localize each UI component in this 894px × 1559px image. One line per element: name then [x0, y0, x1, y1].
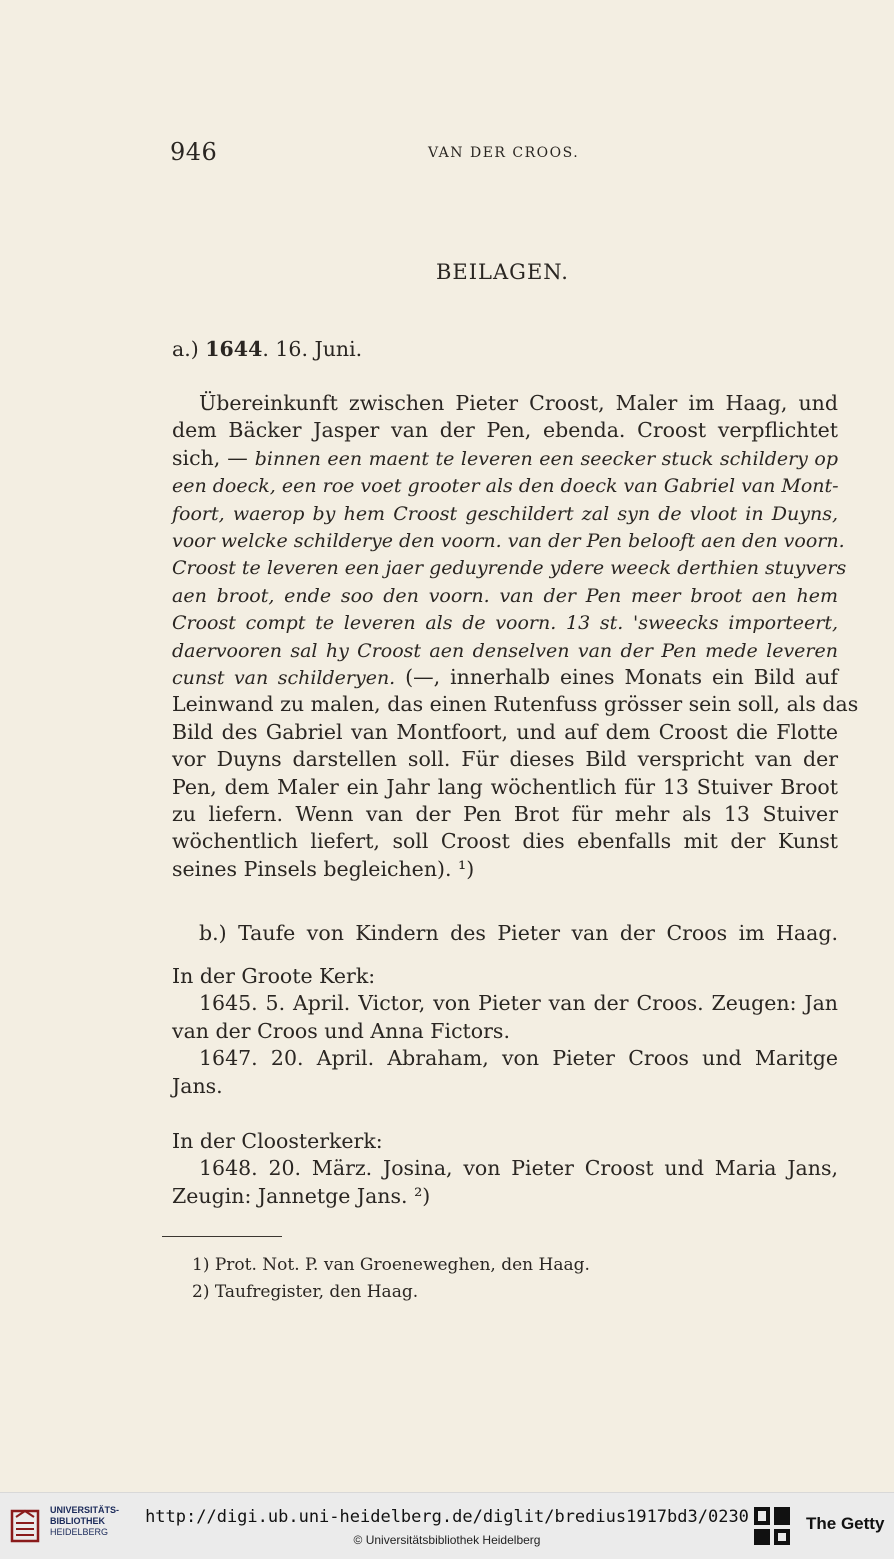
baptism-entry-1-line1: 1645. 5. April. Victor, von Pieter van der Croos. Zeugen: Jan	[199, 991, 838, 1015]
italic-quote-segment: Croost te leveren een jaer geduyrende ydere weeck derthien stuyvers	[172, 557, 847, 580]
paragraph-line	[172, 470, 838, 501]
text-segment: Pen, dem Maler ein Jahr lang wöchentlich für 13 Stuiver Broot	[172, 774, 838, 799]
paragraph-line	[172, 580, 838, 611]
text-segment: Bild des Gabriel van Montfoort, und auf dem Croost die Flotte	[172, 719, 838, 744]
text-segment: dem Bäcker Jasper van der Pen, ebenda. Croost verpflichtet	[172, 418, 838, 443]
entry-a-year: 1644	[205, 337, 263, 361]
paragraph-line	[172, 607, 838, 638]
entry-a-heading	[172, 337, 362, 361]
italic-quote-segment: binnen een maent te leveren een seecker stuck schildery op	[254, 447, 838, 470]
text-segment: Übereinkunft zwischen Pieter Croost, Maler im Haag, und	[199, 391, 838, 415]
paragraph-line	[172, 443, 838, 474]
section-b-title: b.) Taufe von Kindern des Pieter van der Croos im Haag.	[199, 921, 838, 945]
section-heading: BEILAGEN.	[436, 260, 569, 284]
paragraph-line	[172, 689, 859, 719]
library-name: UNIVERSITÄTS- BIBLIOTHEK HEIDELBERG	[50, 1505, 120, 1537]
italic-quote-segment: voor welcke schilderye den voorn. van der Pen belooft aen den voorn.	[172, 530, 845, 552]
text-segment: sich, —	[172, 445, 255, 470]
italic-quote-segment: cunst van schilderyen.	[172, 667, 396, 689]
entry-a-label: a.)	[172, 337, 199, 361]
paragraph-line	[172, 552, 847, 583]
baptism-entry-2-line1: 1647. 20. April. Abraham, von Pieter Croos und Maritge	[199, 1046, 838, 1070]
paragraph-line	[172, 854, 838, 884]
paragraph-line	[172, 635, 838, 666]
page-number: 946	[170, 138, 218, 166]
paragraph-line	[172, 717, 838, 747]
church-groote-kerk: In der Groote Kerk:	[172, 964, 376, 988]
paragraph-line	[172, 772, 838, 802]
permalink-url[interactable]: http://digi.ub.uni-heidelberg.de/diglit/bredius1917bd3/0230	[145, 1507, 749, 1527]
paragraph-line	[172, 498, 838, 529]
baptism-entry-2-line2: Jans.	[172, 1074, 223, 1098]
paragraph-line	[172, 525, 845, 556]
text-segment: Leinwand zu malen, das einen Rutenfuss grösser sein soll, als das	[172, 692, 859, 717]
copyright-notice: © Universitätsbibliothek Heidelberg	[353, 1533, 541, 1547]
baptism-entry-1-line2: van der Croos und Anna Fictors.	[172, 1019, 510, 1043]
text-segment: wöchentlich liefert, soll Croost dies ebenfalls mit der Kunst	[172, 829, 838, 854]
running-head: VAN DER CROOS.	[428, 145, 580, 161]
getty-logo-icon	[752, 1505, 792, 1547]
text-segment: seines Pinsels begleichen). ¹)	[172, 856, 475, 881]
paragraph-line	[172, 415, 838, 445]
paragraph-line	[172, 799, 838, 829]
footnote-2: 2) Taufregister, den Haag.	[192, 1282, 419, 1302]
viewer-footer-bar	[0, 1492, 894, 1559]
baptism-entry-3-line2: Zeugin: Jannetge Jans. ²)	[172, 1184, 431, 1208]
footnote-rule	[162, 1236, 282, 1237]
partner-name: The Getty	[806, 1514, 885, 1533]
paragraph-line	[172, 662, 838, 693]
entry-a-date: . 16. Juni.	[262, 337, 363, 361]
paragraph-line	[172, 826, 838, 856]
text-segment: vor Duyns darstellen soll. Für dieses Bild verspricht van der	[172, 747, 838, 772]
baptism-entry-3-line1: 1648. 20. März. Josina, von Pieter Croost und Maria Jans,	[199, 1156, 838, 1180]
italic-quote-segment: daervooren sal hy Croost aen denselven van der Pen mede leveren	[172, 639, 838, 662]
paragraph-line	[172, 744, 838, 774]
paragraph-line	[199, 388, 838, 418]
text-segment: zu liefern. Wenn van der Pen Brot für mehr als 13 Stuiver	[172, 802, 838, 826]
footnote-1: 1) Prot. Not. P. van Groeneweghen, den Haag.	[192, 1255, 590, 1275]
italic-quote-segment: een doeck, een roe voet grooter als den doeck van Gabriel van Mont-	[172, 475, 839, 498]
church-cloosterkerk: In der Cloosterkerk:	[172, 1129, 383, 1153]
italic-quote-segment: aen broot, ende soo den voorn. van der Pen meer broot aen hem	[172, 584, 838, 607]
italic-quote-segment: foort, waerop by hem Croost geschildert zal syn de vloot in Duyns,	[172, 502, 838, 525]
italic-quote-segment: Croost compt te leveren als de voorn. 13 st. 'sweecks importeert,	[172, 612, 838, 635]
text-segment: (—, innerhalb eines Monats ein Bild auf	[395, 665, 839, 689]
